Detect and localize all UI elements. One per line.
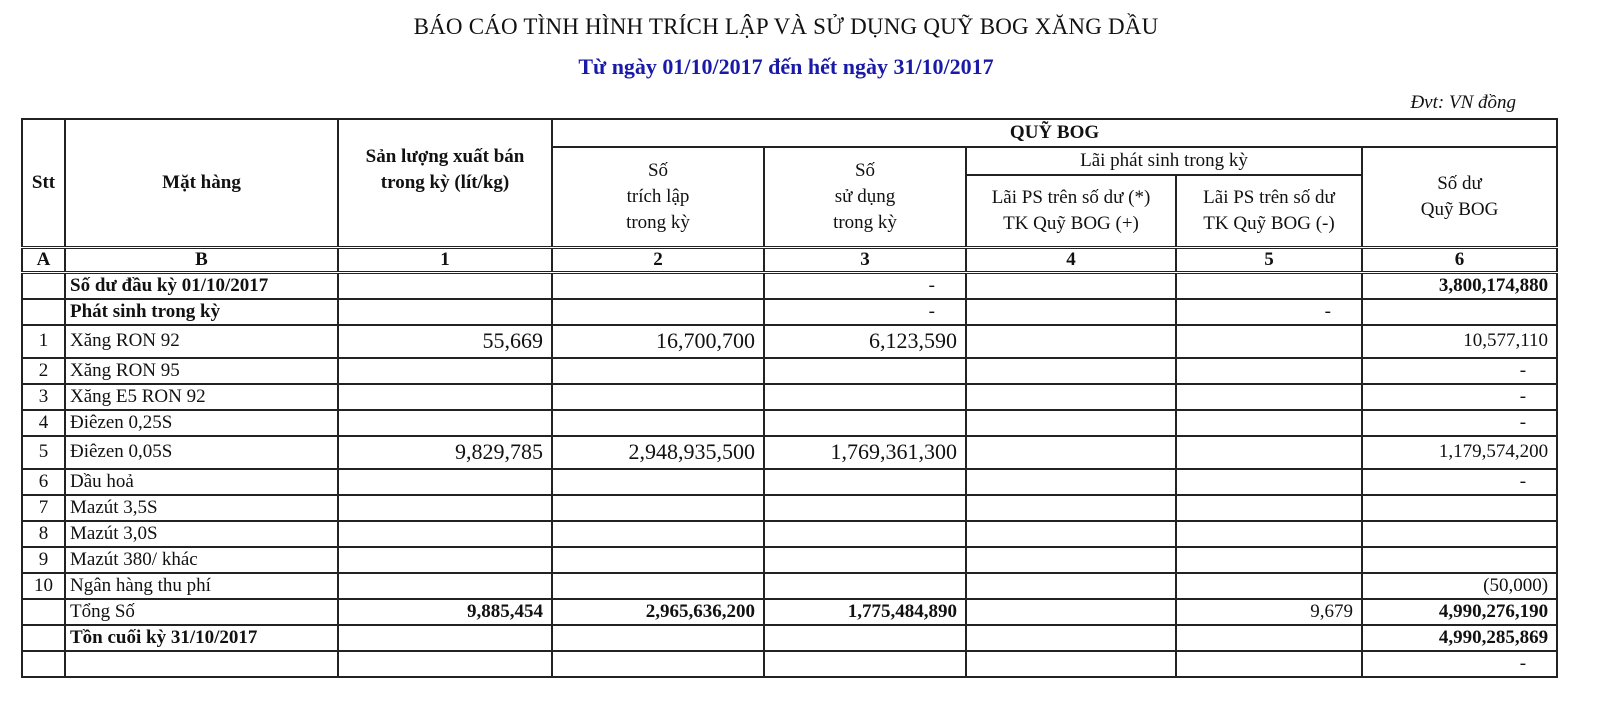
col-index: 2 [552, 247, 764, 272]
row-item: Dầu hoả [65, 469, 338, 495]
header-stt: Stt [22, 119, 65, 247]
row-interest-minus [1176, 272, 1362, 299]
row-stt: 6 [22, 469, 65, 495]
row-allocated [552, 469, 764, 495]
row-interest-minus [1176, 625, 1362, 651]
row-balance: - [1362, 469, 1557, 495]
row-volume [338, 573, 552, 599]
row-interest-minus [1176, 651, 1362, 677]
row-interest-plus [966, 521, 1176, 547]
row-used: 1,769,361,300 [764, 436, 966, 469]
row-volume [338, 272, 552, 299]
row-interest-plus [966, 599, 1176, 625]
col-index: B [65, 247, 338, 272]
row-item: Điêzen 0,25S [65, 410, 338, 436]
row-interest-plus [966, 384, 1176, 410]
row-volume [338, 625, 552, 651]
row-volume [338, 358, 552, 384]
row-item: Xăng E5 RON 92 [65, 384, 338, 410]
row-used [764, 469, 966, 495]
row-balance: 10,577,110 [1362, 325, 1557, 358]
row-stt: 3 [22, 384, 65, 410]
row-stt: 7 [22, 495, 65, 521]
table-row [22, 272, 1557, 299]
row-balance: 4,990,276,190 [1362, 599, 1557, 625]
row-interest-minus [1176, 495, 1362, 521]
header-allocated: Số trích lập trong kỳ [552, 147, 764, 247]
row-interest-minus [1176, 358, 1362, 384]
header-interest-plus: Lãi PS trên số dư (*) TK Quỹ BOG (+) [966, 175, 1176, 247]
row-used [764, 625, 966, 651]
row-allocated: 2,965,636,200 [552, 599, 764, 625]
row-item: Xăng RON 92 [65, 325, 338, 358]
row-item: Phát sinh trong kỳ [65, 299, 338, 325]
row-interest-minus [1176, 469, 1362, 495]
row-interest-minus [1176, 410, 1362, 436]
row-stt: 9 [22, 547, 65, 573]
table-row [22, 599, 1557, 625]
row-interest-plus [966, 272, 1176, 299]
table-row [22, 651, 1557, 677]
row-allocated [552, 358, 764, 384]
row-allocated [552, 272, 764, 299]
row-used [764, 547, 966, 573]
row-stt: 2 [22, 358, 65, 384]
row-stt: 5 [22, 436, 65, 469]
row-stt: 10 [22, 573, 65, 599]
row-interest-minus [1176, 521, 1362, 547]
table-row [22, 547, 1557, 573]
row-interest-minus: 9,679 [1176, 599, 1362, 625]
row-item: Mazút 3,5S [65, 495, 338, 521]
row-used [764, 384, 966, 410]
row-allocated [552, 495, 764, 521]
row-stt: 4 [22, 410, 65, 436]
row-interest-plus [966, 495, 1176, 521]
row-volume [338, 547, 552, 573]
table-row [22, 410, 1557, 436]
row-allocated [552, 547, 764, 573]
header-interest: Lãi phát sinh trong kỳ [966, 147, 1362, 175]
row-interest-minus [1176, 436, 1362, 469]
row-stt [22, 299, 65, 325]
row-allocated [552, 651, 764, 677]
col-index: 1 [338, 247, 552, 272]
row-allocated [552, 625, 764, 651]
row-balance [1362, 521, 1557, 547]
row-item: Tồn cuối kỳ 31/10/2017 [65, 625, 338, 651]
row-allocated [552, 384, 764, 410]
row-used [764, 495, 966, 521]
row-interest-minus [1176, 325, 1362, 358]
row-item: Mazút 380/ khác [65, 547, 338, 573]
report-title: BÁO CÁO TÌNH HÌNH TRÍCH LẬP VÀ SỬ DỤNG QUỸ BOG XĂNG DẦU [413, 14, 1159, 39]
row-used [764, 358, 966, 384]
row-used: 6,123,590 [764, 325, 966, 358]
row-stt: 8 [22, 521, 65, 547]
row-volume [338, 651, 552, 677]
row-item [65, 651, 338, 677]
row-interest-minus [1176, 384, 1362, 410]
table-row [22, 573, 1557, 599]
currency-unit: Đvt: VN đồng [1410, 92, 1516, 113]
row-item: Xăng RON 95 [65, 358, 338, 384]
row-used [764, 410, 966, 436]
table-row [22, 299, 1557, 325]
column-index-row [22, 247, 1557, 272]
col-index: A [22, 247, 65, 272]
table-row [22, 521, 1557, 547]
row-used [764, 573, 966, 599]
table-row [22, 625, 1557, 651]
row-stt [22, 651, 65, 677]
row-balance: 4,990,285,869 [1362, 625, 1557, 651]
row-balance [1362, 299, 1557, 325]
row-used: - [764, 299, 966, 325]
header-fund: QUỸ BOG [552, 119, 1557, 147]
row-balance: - [1362, 358, 1557, 384]
col-index: 3 [764, 247, 966, 272]
header-balance: Số dư Quỹ BOG [1362, 147, 1557, 247]
bog-fund-table [21, 118, 1558, 678]
table-row [22, 384, 1557, 410]
row-volume [338, 299, 552, 325]
row-allocated [552, 299, 764, 325]
row-interest-plus [966, 299, 1176, 325]
row-used [764, 521, 966, 547]
row-interest-plus [966, 651, 1176, 677]
table-row [22, 436, 1557, 469]
table-row [22, 358, 1557, 384]
row-allocated [552, 521, 764, 547]
row-stt: 1 [22, 325, 65, 358]
row-balance: 3,800,174,880 [1362, 272, 1557, 299]
row-used [764, 651, 966, 677]
row-balance: - [1362, 651, 1557, 677]
row-interest-plus [966, 573, 1176, 599]
header-used: Số sử dụng trong kỳ [764, 147, 966, 247]
row-interest-plus [966, 547, 1176, 573]
header-interest-minus: Lãi PS trên số dư TK Quỹ BOG (-) [1176, 175, 1362, 247]
header-volume: Sản lượng xuất bán trong kỳ (lít/kg) [338, 119, 552, 247]
row-allocated: 2,948,935,500 [552, 436, 764, 469]
row-interest-minus [1176, 547, 1362, 573]
row-balance: - [1362, 384, 1557, 410]
row-interest-plus [966, 469, 1176, 495]
row-used: 1,775,484,890 [764, 599, 966, 625]
row-allocated [552, 573, 764, 599]
row-volume: 9,829,785 [338, 436, 552, 469]
table-row [22, 495, 1557, 521]
row-balance: - [1362, 410, 1557, 436]
row-balance: (50,000) [1362, 573, 1557, 599]
row-stt [22, 272, 65, 299]
report-period: Từ ngày 01/10/2017 đến hết ngày 31/10/2017 [578, 54, 994, 79]
row-interest-minus [1176, 573, 1362, 599]
row-item: Tổng Số [65, 599, 338, 625]
row-balance [1362, 547, 1557, 573]
row-stt [22, 625, 65, 651]
col-index: 6 [1362, 247, 1557, 272]
row-stt [22, 599, 65, 625]
row-volume [338, 469, 552, 495]
row-balance: 1,179,574,200 [1362, 436, 1557, 469]
row-interest-plus [966, 358, 1176, 384]
row-interest-plus [966, 410, 1176, 436]
row-interest-plus [966, 436, 1176, 469]
row-item: Ngân hàng thu phí [65, 573, 338, 599]
col-index: 5 [1176, 247, 1362, 272]
table-row [22, 325, 1557, 358]
row-balance [1362, 495, 1557, 521]
row-volume [338, 521, 552, 547]
row-volume: 9,885,454 [338, 599, 552, 625]
header-item: Mặt hàng [65, 119, 338, 247]
row-item: Mazút 3,0S [65, 521, 338, 547]
row-interest-plus [966, 325, 1176, 358]
row-volume [338, 410, 552, 436]
row-item: Số dư đầu kỳ 01/10/2017 [65, 272, 338, 299]
row-item: Điêzen 0,05S [65, 436, 338, 469]
row-volume: 55,669 [338, 325, 552, 358]
row-interest-plus [966, 625, 1176, 651]
row-allocated [552, 410, 764, 436]
row-allocated: 16,700,700 [552, 325, 764, 358]
table-row [22, 469, 1557, 495]
row-volume [338, 384, 552, 410]
row-used: - [764, 272, 966, 299]
row-volume [338, 495, 552, 521]
row-interest-minus: - [1176, 299, 1362, 325]
col-index: 4 [966, 247, 1176, 272]
